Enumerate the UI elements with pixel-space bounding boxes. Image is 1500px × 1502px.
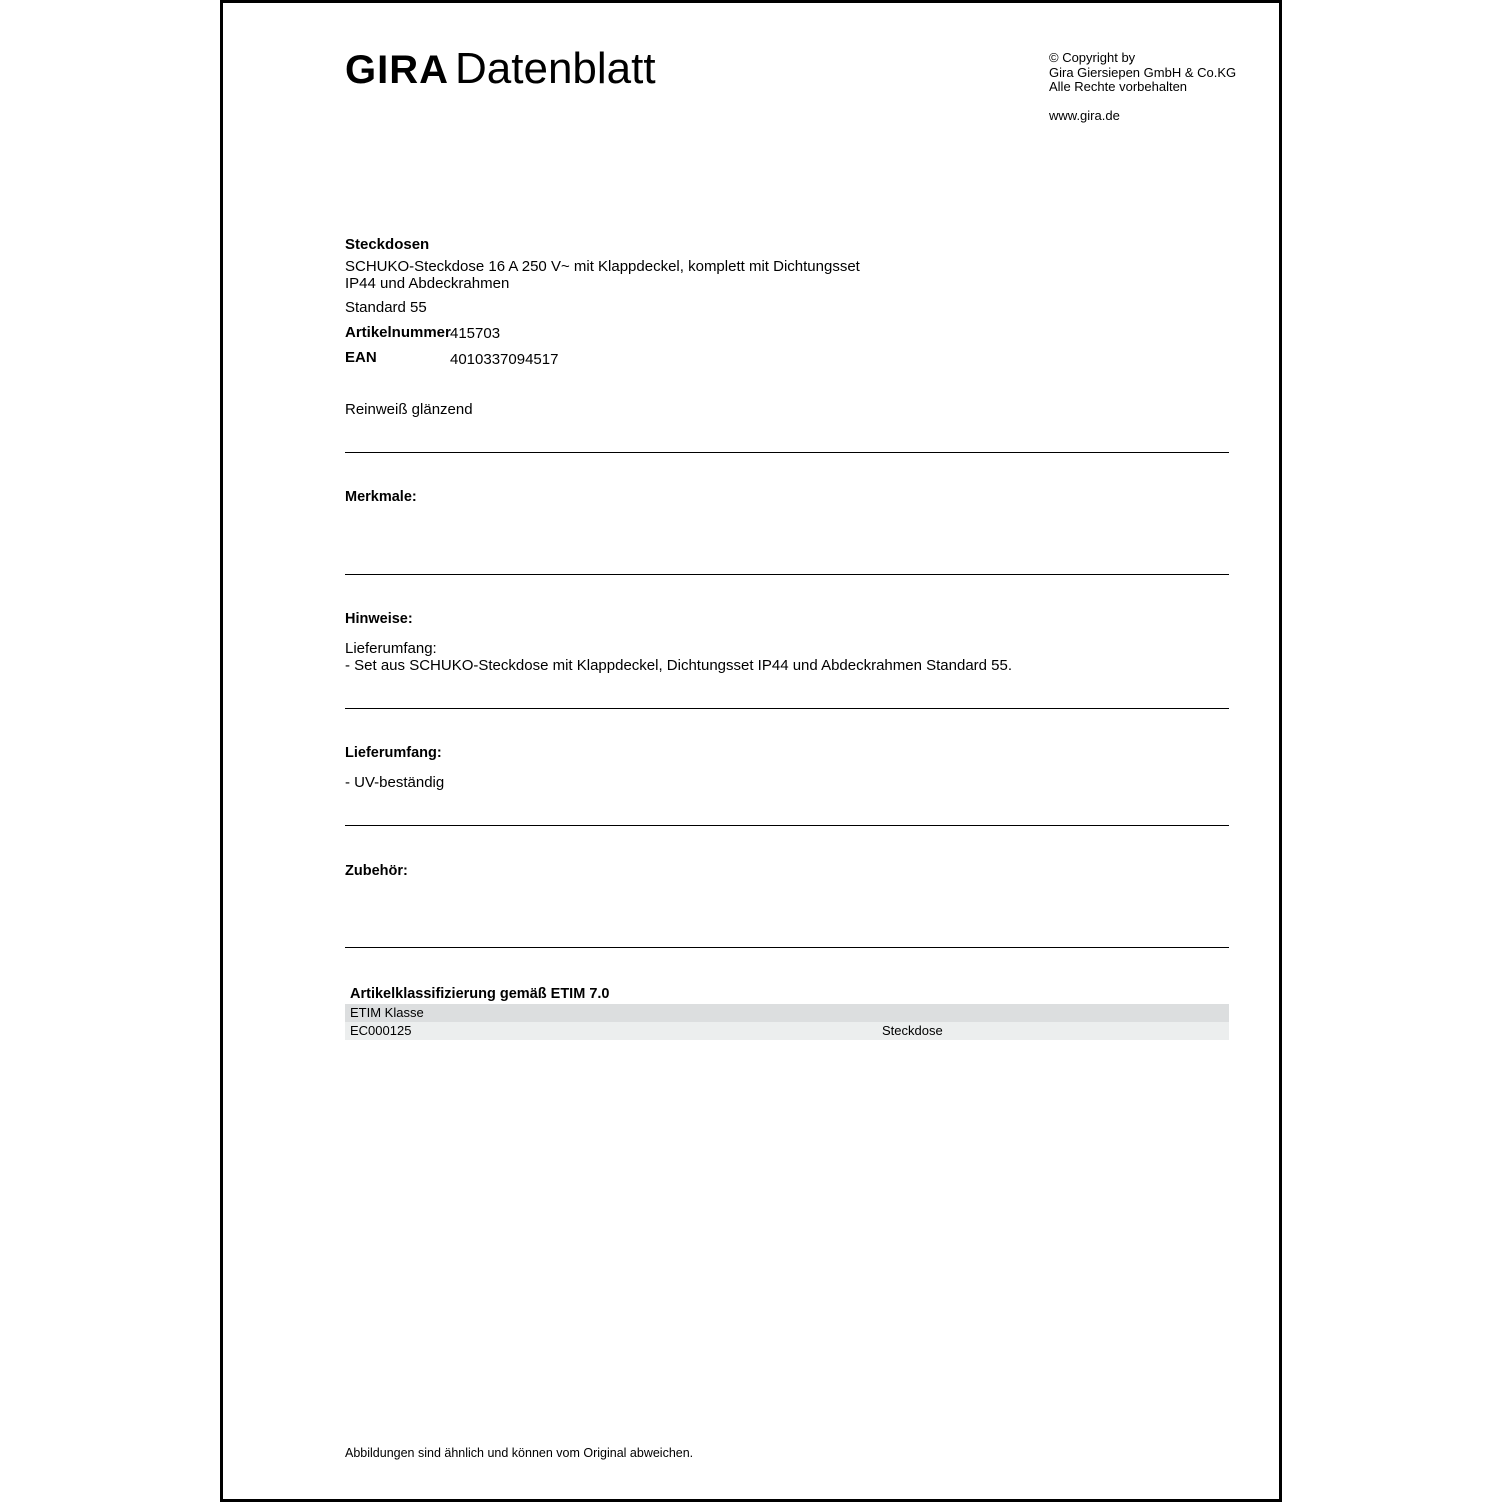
etim-class-name: Steckdose <box>882 1023 943 1038</box>
datasheet-page <box>220 0 1282 1502</box>
etim-table <box>345 1004 1229 1040</box>
section-divider <box>345 452 1229 453</box>
product-range: Standard 55 <box>345 299 427 316</box>
section-divider <box>345 825 1229 826</box>
copyright-line: Gira Giersiepen GmbH & Co.KG <box>1049 64 1237 80</box>
zubehoer-heading: Zubehör: <box>345 863 408 879</box>
website-link[interactable]: www.gira.de <box>1049 108 1120 123</box>
copyright-notice <box>1049 51 1236 95</box>
document-type: Datenblatt <box>455 44 656 93</box>
copyright-line: Alle Rechte vorbehalten <box>1049 79 1188 94</box>
section-divider <box>345 574 1229 575</box>
ean-value: 4010337094517 <box>450 351 559 368</box>
description-line: SCHUKO-Steckdose 16 A 250 V~ mit Klappdeckel, komplett mit Dichtungsset <box>345 258 860 275</box>
section-divider <box>345 708 1229 709</box>
footer-note: Abbildungen sind ähnlich und können vom Original abweichen. <box>345 1446 694 1460</box>
article-number-label: Artikelnummer <box>345 324 451 341</box>
copyright-line: © Copyright by <box>1049 50 1136 65</box>
ean-label: EAN <box>345 349 377 366</box>
lieferumfang-text: - UV-beständig <box>345 774 445 791</box>
etim-class-code: EC000125 <box>350 1023 412 1038</box>
hinweise-text <box>345 641 1012 674</box>
product-description <box>345 259 865 292</box>
table-row <box>345 1022 1229 1040</box>
etim-heading: Artikelklassifizierung gemäß ETIM 7.0 <box>350 986 610 1002</box>
section-divider <box>345 947 1229 948</box>
gira-logo: GIRA <box>345 48 449 92</box>
hinweise-line: - Set aus SCHUKO-Steckdose mit Klappdeckel, Dichtungsset IP44 und Abdeckrahmen Standard 55. <box>345 656 1013 674</box>
hinweise-line: Lieferumfang: <box>345 640 437 657</box>
hinweise-heading: Hinweise: <box>345 611 413 627</box>
product-category: Steckdosen <box>345 236 430 253</box>
product-color: Reinweiß glänzend <box>345 401 473 418</box>
etim-header-row <box>345 1004 1229 1022</box>
etim-header-cell: ETIM Klasse <box>350 1005 424 1020</box>
article-number-value: 415703 <box>450 325 501 342</box>
merkmale-heading: Merkmale: <box>345 489 417 505</box>
document-brand-title <box>345 43 656 96</box>
lieferumfang-heading: Lieferumfang: <box>345 745 442 761</box>
description-line: IP44 und Abdeckrahmen <box>345 274 510 292</box>
